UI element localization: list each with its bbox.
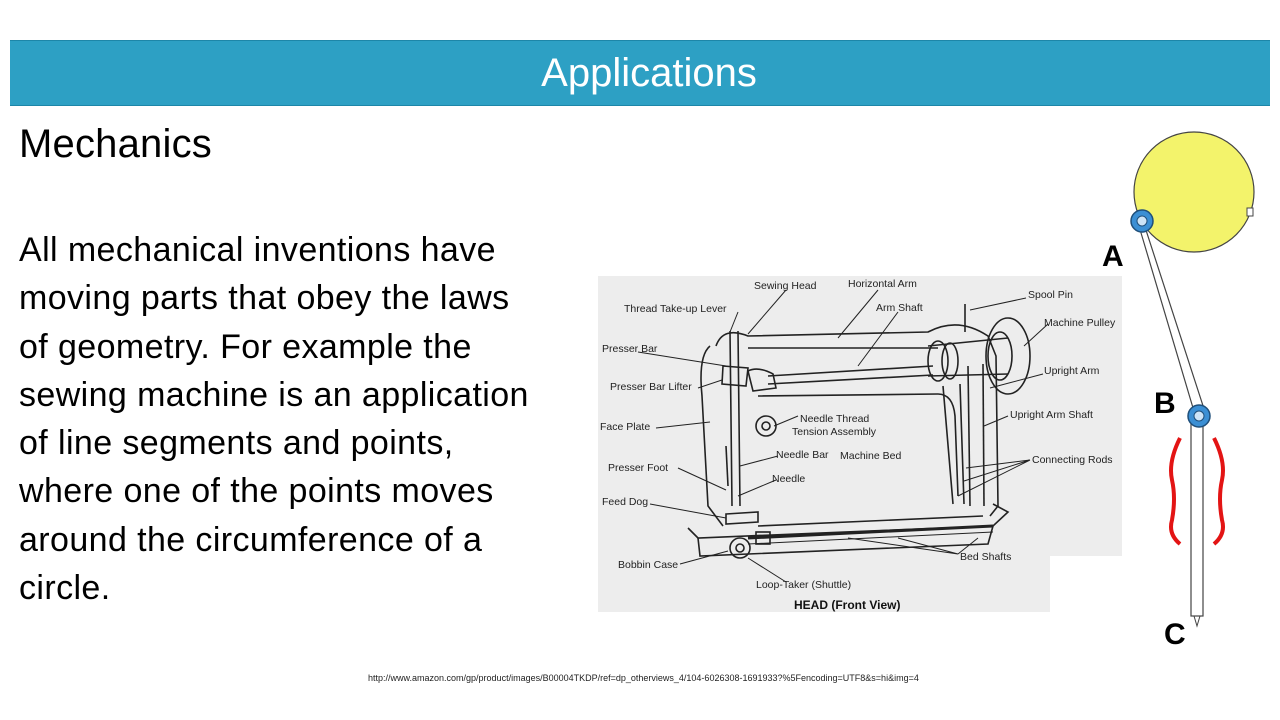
label-needle-bar: Needle Bar: [776, 449, 829, 461]
label-upright-arm-shaft: Upright Arm Shaft: [1010, 409, 1093, 421]
mechanism-figure: [1090, 120, 1270, 660]
slide-body-text: All mechanical inventions have moving parts that obey the laws of geometry. For example the sewing machine is an application of line segments and points, where one of the points moves around the circumference of a circle.: [19, 231, 529, 608]
left-guide-bracket: [1171, 438, 1180, 544]
label-sewing-head: Sewing Head: [754, 280, 817, 292]
label-machine-pulley: Machine Pulley: [1044, 317, 1116, 329]
label-arm-shaft: Arm Shaft: [876, 302, 923, 314]
label-upright-arm: Upright Arm: [1044, 365, 1100, 377]
wheel-circle: [1134, 132, 1254, 252]
label-loop-taker: Loop-Taker (Shuttle): [756, 579, 852, 591]
slide-subtitle: Mechanics: [19, 122, 212, 166]
label-bed-shafts: Bed Shafts: [960, 551, 1012, 563]
label-thread-take-up-lever: Thread Take-up Lever: [624, 303, 727, 315]
label-feed-dog: Feed Dog: [602, 496, 649, 508]
label-connecting-rods: Connecting Rods: [1032, 454, 1113, 466]
label-needle: Needle: [772, 473, 806, 485]
sewing-machine-diagram: [598, 276, 1122, 612]
point-label-c: C: [1164, 618, 1186, 651]
label-spool-pin: Spool Pin: [1028, 289, 1073, 301]
label-tension-assembly: Tension Assembly: [792, 426, 877, 438]
label-presser-foot: Presser Foot: [608, 462, 669, 474]
title-bar: [10, 40, 1270, 106]
pivot-b-icon: [1188, 405, 1210, 427]
label-presser-bar-lifter: Presser Bar Lifter: [610, 381, 692, 393]
right-guide-bracket: [1214, 438, 1223, 544]
point-label-b: B: [1154, 387, 1176, 420]
rod-bc: [1191, 416, 1203, 616]
label-face-plate: Face Plate: [600, 421, 651, 433]
diagram-caption: HEAD (Front View): [794, 598, 901, 612]
label-presser-bar: Presser Bar: [602, 343, 658, 355]
point-label-a: A: [1102, 240, 1124, 273]
source-url-link[interactable]: http://www.amazon.com/gp/product/images/B00004TKDP/ref=dp_otherviews_4/104-6026308-1691933?%5Fencoding=UTF8&s=hi&img=4: [368, 673, 919, 683]
label-needle-thread: Needle Thread: [800, 413, 870, 425]
pivot-a-icon: [1131, 210, 1153, 232]
label-horizontal-arm: Horizontal Arm: [848, 278, 917, 290]
slide-title: Applications: [541, 51, 757, 95]
label-bobbin-case: Bobbin Case: [618, 559, 679, 571]
label-machine-bed: Machine Bed: [840, 450, 902, 462]
